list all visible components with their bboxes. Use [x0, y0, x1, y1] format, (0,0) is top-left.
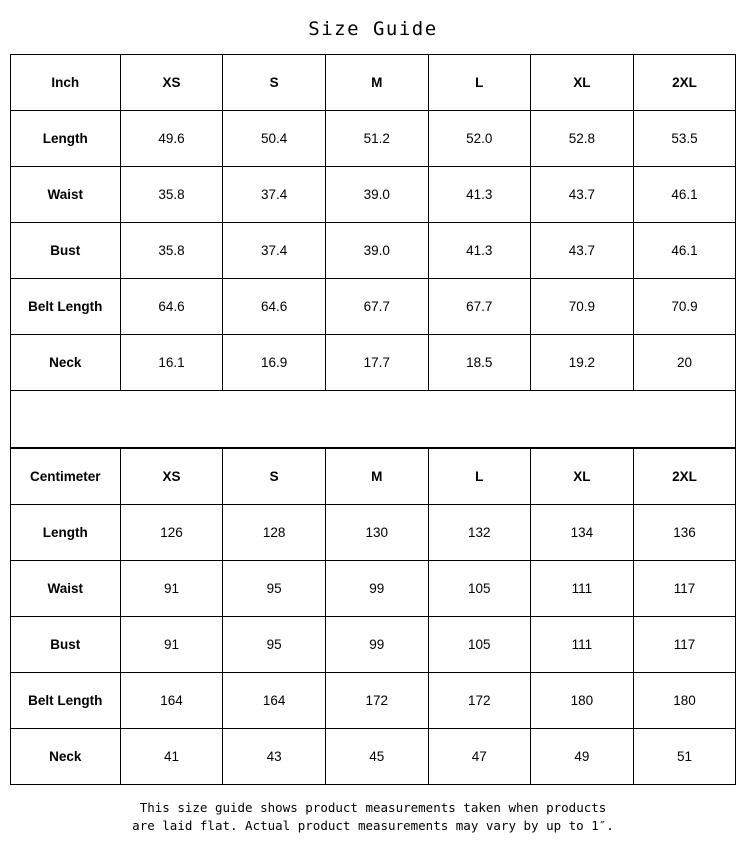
- measurement-value: 35.8: [120, 167, 223, 223]
- measurement-value: 43.7: [531, 223, 634, 279]
- measurement-value: 117: [633, 617, 736, 673]
- table-row: [10, 505, 736, 561]
- table-row: [10, 335, 736, 391]
- measurement-label: Waist: [10, 561, 120, 617]
- measurement-value: 164: [223, 673, 326, 729]
- measurement-value: 126: [120, 505, 223, 561]
- measurement-value: 47: [428, 729, 531, 785]
- table-header-row: [10, 55, 736, 111]
- measurement-value: 49.6: [120, 111, 223, 167]
- size-column-header: S: [223, 449, 326, 505]
- measurement-value: 111: [531, 617, 634, 673]
- measurement-label: Belt Length: [10, 673, 120, 729]
- centimeter-size-table: [10, 448, 737, 785]
- measurement-value: 117: [633, 561, 736, 617]
- measurement-value: 51: [633, 729, 736, 785]
- measurement-value: 134: [531, 505, 634, 561]
- measurement-value: 136: [633, 505, 736, 561]
- measurement-value: 95: [223, 617, 326, 673]
- footnote-line: This size guide shows product measurements taken when products: [139, 800, 607, 815]
- measurement-value: 111: [531, 561, 634, 617]
- measurement-label: Length: [10, 111, 120, 167]
- measurement-value: 35.8: [120, 223, 223, 279]
- table-row: [10, 279, 736, 335]
- measurement-value: 17.7: [325, 335, 428, 391]
- measurement-value: 18.5: [428, 335, 531, 391]
- measurement-value: 64.6: [120, 279, 223, 335]
- measurement-label: Neck: [10, 335, 120, 391]
- measurement-value: 16.1: [120, 335, 223, 391]
- measurement-value: 128: [223, 505, 326, 561]
- measurement-value: 172: [325, 673, 428, 729]
- measurement-label: Bust: [10, 617, 120, 673]
- measurement-value: 37.4: [223, 223, 326, 279]
- measurement-label: Waist: [10, 167, 120, 223]
- table-separator-row: [10, 391, 736, 448]
- measurement-value: 95: [223, 561, 326, 617]
- size-column-header: L: [428, 55, 531, 111]
- measurement-value: 41.3: [428, 167, 531, 223]
- size-column-header: XS: [120, 55, 223, 111]
- measurement-value: 19.2: [531, 335, 634, 391]
- measurement-value: 41: [120, 729, 223, 785]
- measurement-value: 49: [531, 729, 634, 785]
- measurement-value: 70.9: [633, 279, 736, 335]
- table-row: [10, 167, 736, 223]
- measurement-value: 99: [325, 561, 428, 617]
- measurement-value: 39.0: [325, 167, 428, 223]
- size-column-header: M: [325, 449, 428, 505]
- measurement-value: 52.8: [531, 111, 634, 167]
- footnote-line: are laid flat. Actual product measurements may vary by up to 1″.: [132, 818, 614, 833]
- measurement-value: 99: [325, 617, 428, 673]
- measurement-value: 50.4: [223, 111, 326, 167]
- measurement-value: 130: [325, 505, 428, 561]
- table-row: [10, 561, 736, 617]
- measurement-label: Belt Length: [10, 279, 120, 335]
- footnote: [10, 785, 736, 835]
- measurement-value: 164: [120, 673, 223, 729]
- measurement-value: 37.4: [223, 167, 326, 223]
- measurement-value: 43.7: [531, 167, 634, 223]
- size-column-header: XL: [531, 449, 634, 505]
- page-title: Size Guide: [308, 18, 438, 40]
- measurement-value: 180: [633, 673, 736, 729]
- table-row: [10, 223, 736, 279]
- measurement-value: 46.1: [633, 223, 736, 279]
- measurement-value: 91: [120, 617, 223, 673]
- measurement-value: 180: [531, 673, 634, 729]
- measurement-value: 43: [223, 729, 326, 785]
- measurement-value: 16.9: [223, 335, 326, 391]
- measurement-value: 46.1: [633, 167, 736, 223]
- measurement-value: 41.3: [428, 223, 531, 279]
- measurement-value: 20: [633, 335, 736, 391]
- table-row: [10, 617, 736, 673]
- measurement-value: 70.9: [531, 279, 634, 335]
- size-column-header: XL: [531, 55, 634, 111]
- table-row: [10, 111, 736, 167]
- table-row: [10, 729, 736, 785]
- measurement-value: 51.2: [325, 111, 428, 167]
- inch-size-table: [10, 54, 737, 391]
- measurement-value: 105: [428, 617, 531, 673]
- measurement-value: 53.5: [633, 111, 736, 167]
- table-row: [10, 673, 736, 729]
- measurement-value: 172: [428, 673, 531, 729]
- measurement-value: 67.7: [428, 279, 531, 335]
- size-column-header: S: [223, 55, 326, 111]
- size-column-header: XS: [120, 449, 223, 505]
- measurement-value: 52.0: [428, 111, 531, 167]
- measurement-value: 64.6: [223, 279, 326, 335]
- measurement-value: 105: [428, 561, 531, 617]
- unit-label: Inch: [10, 55, 120, 111]
- size-column-header: 2XL: [633, 55, 736, 111]
- measurement-label: Neck: [10, 729, 120, 785]
- size-column-header: M: [325, 55, 428, 111]
- table-header-row: [10, 449, 736, 505]
- measurement-value: 67.7: [325, 279, 428, 335]
- measurement-value: 132: [428, 505, 531, 561]
- measurement-label: Length: [10, 505, 120, 561]
- measurement-label: Bust: [10, 223, 120, 279]
- unit-label: Centimeter: [10, 449, 120, 505]
- size-column-header: 2XL: [633, 449, 736, 505]
- measurement-value: 39.0: [325, 223, 428, 279]
- measurement-value: 91: [120, 561, 223, 617]
- size-column-header: L: [428, 449, 531, 505]
- measurement-value: 45: [325, 729, 428, 785]
